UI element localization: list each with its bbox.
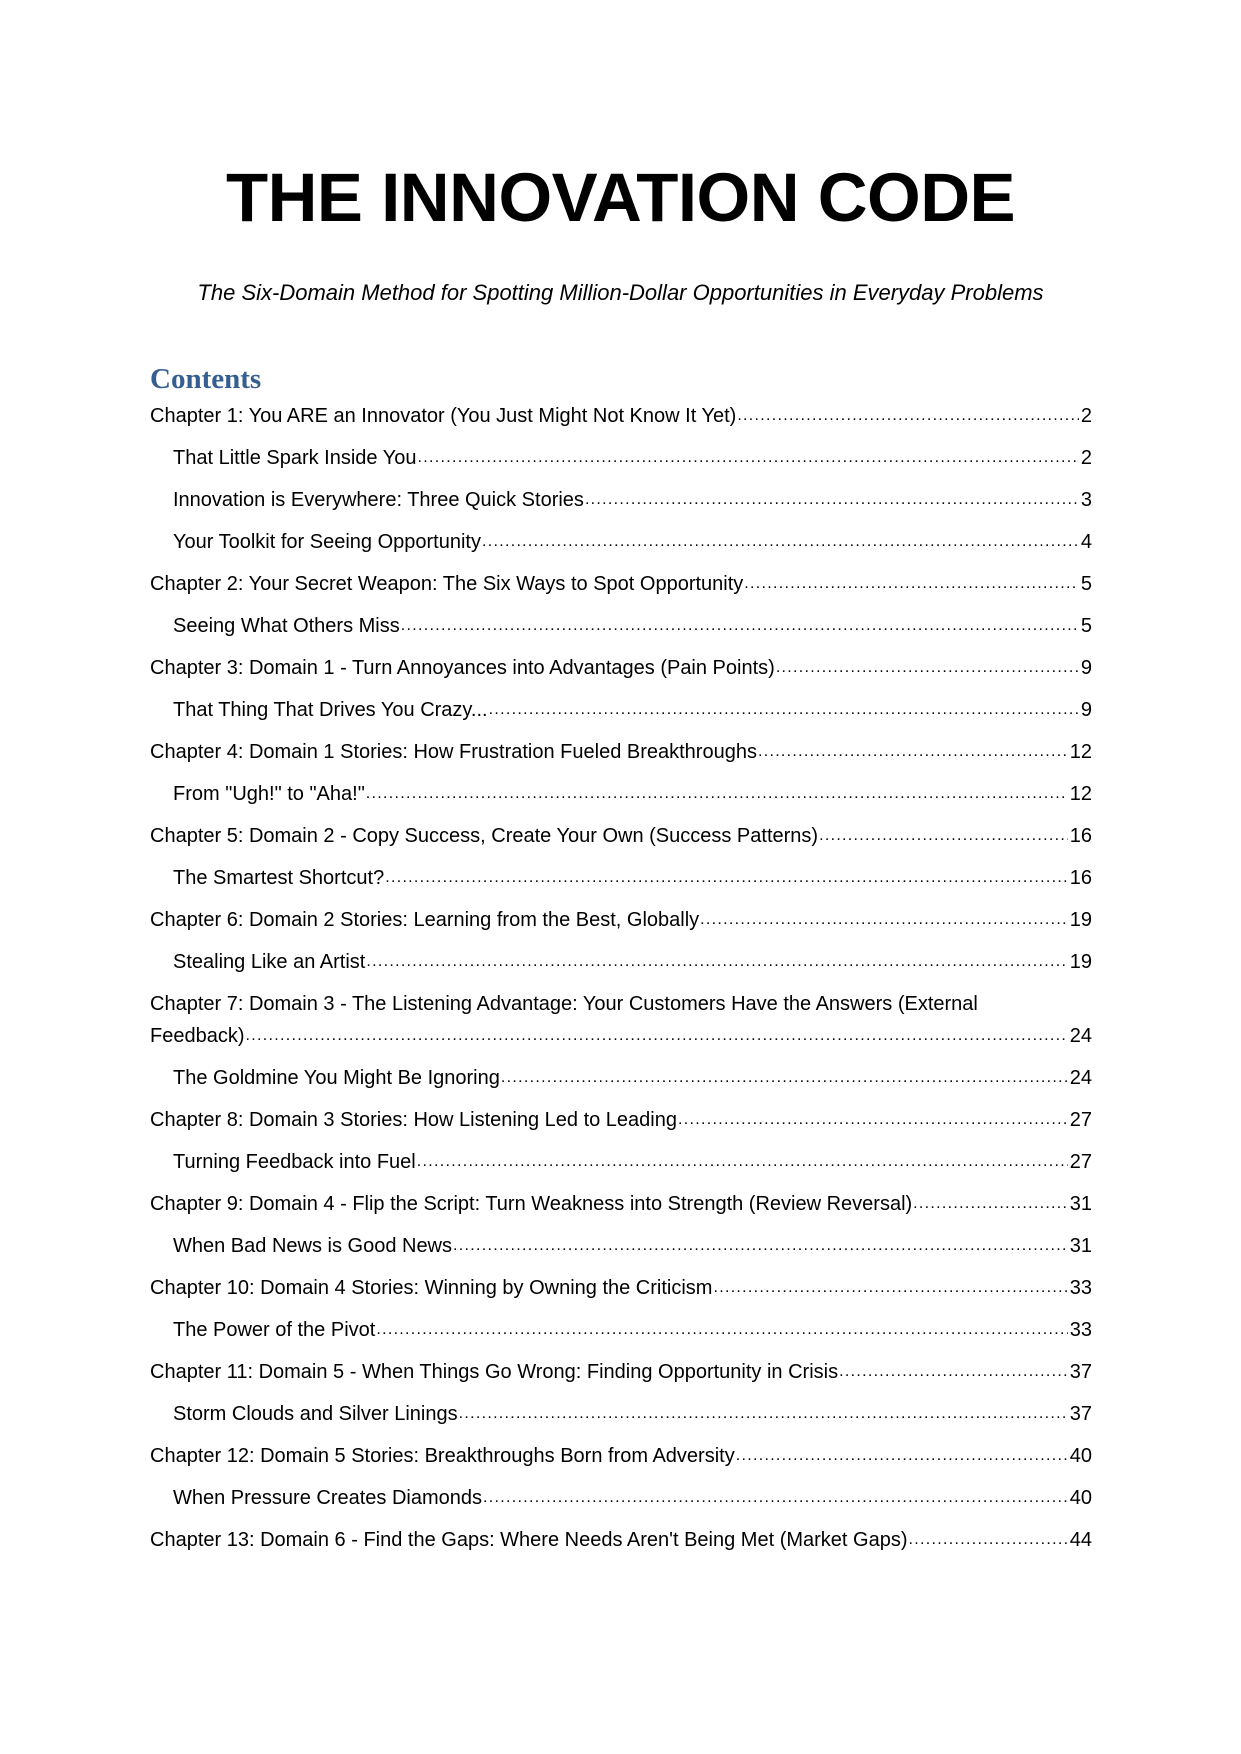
toc-dot-leader [758,736,1068,768]
toc-entry-page: 27 [1069,1151,1092,1173]
toc-entry-page: 24 [1069,1025,1092,1047]
toc-dot-leader [376,1314,1067,1346]
toc-entry-page: 16 [1069,867,1092,889]
toc-entry[interactable] [150,442,1092,474]
toc-entry-title: The Goldmine You Might Be Ignoring [173,1067,500,1089]
toc-entry[interactable] [150,1314,1092,1346]
toc-entry[interactable] [150,400,1092,432]
toc-entry[interactable] [150,1104,1092,1136]
toc-entry-title: Chapter 9: Domain 4 - Flip the Script: Turn Weakness into Strength (Review Reversal) [150,1193,913,1215]
toc-entry-page: 4 [1080,531,1092,553]
toc-entry-page: 5 [1080,573,1092,595]
toc-entry-page: 2 [1080,405,1092,427]
toc-entry[interactable] [150,1482,1092,1514]
toc-entry-title: Chapter 8: Domain 3 Stories: How Listening Led to Leading [150,1109,677,1131]
toc-entry-page: 16 [1069,825,1092,847]
toc-entry-title: Storm Clouds and Silver Linings [173,1403,458,1425]
toc-entry-title: Your Toolkit for Seeing Opportunity [173,531,481,553]
toc-entry-page: 12 [1069,783,1092,805]
toc-entry[interactable] [150,568,1092,600]
toc-entry-title-line-1: Chapter 7: Domain 3 - The Listening Advantage: Your Customers Have the Answers (External [150,993,978,1015]
toc-entry[interactable] [150,1272,1092,1304]
toc-entry-title: Chapter 2: Your Secret Weapon: The Six Ways to Spot Opportunity [150,573,744,595]
toc-dot-leader [418,442,1079,474]
toc-entry-page: 2 [1080,447,1092,469]
toc-entry-title: Seeing What Others Miss [173,615,400,637]
toc-dot-leader [417,1146,1068,1178]
toc-entry-page: 3 [1080,489,1092,511]
toc-entry[interactable] [150,526,1092,558]
toc-entry-title: Turning Feedback into Fuel [173,1151,416,1173]
toc-entry-page: 5 [1080,615,1092,637]
toc-dot-leader [737,400,1079,432]
toc-dot-leader [678,1104,1068,1136]
toc-entry[interactable] [150,1230,1092,1262]
toc-entry[interactable] [150,610,1092,642]
toc-entry-line-2 [150,1020,1092,1052]
toc-entry-title: Chapter 6: Domain 2 Stories: Learning from the Best, Globally [150,909,700,931]
toc-dot-leader [819,820,1068,852]
toc-dot-leader [482,526,1079,558]
toc-entry[interactable] [150,694,1092,726]
toc-entry-page: 24 [1069,1067,1092,1089]
toc-entry-page: 19 [1069,909,1092,931]
toc-entry-title: The Smartest Shortcut? [173,867,385,889]
toc-dot-leader [489,694,1079,726]
toc-entry-title: That Little Spark Inside You [173,447,417,469]
toc-entry[interactable] [150,1188,1092,1220]
toc-entry[interactable] [150,988,1092,1052]
toc-entry[interactable] [150,1398,1092,1430]
toc-dot-leader [401,610,1079,642]
toc-entry-title: Chapter 5: Domain 2 - Copy Success, Create Your Own (Success Patterns) [150,825,819,847]
toc-entry[interactable] [150,652,1092,684]
toc-entry-page: 31 [1069,1193,1092,1215]
toc-dot-leader [909,1524,1068,1556]
toc-dot-leader [736,1440,1068,1472]
toc-entry[interactable] [150,1146,1092,1178]
toc-entry[interactable] [150,736,1092,768]
toc-dot-leader [700,904,1068,936]
contents-heading: Contents [150,363,262,395]
toc-entry-title-line-2: Feedback) [150,1025,245,1047]
toc-entry-title: When Pressure Creates Diamonds [173,1487,483,1509]
toc-entry-title: Chapter 4: Domain 1 Stories: How Frustration Fueled Breakthroughs [150,741,757,763]
toc-entry[interactable] [150,484,1092,516]
toc-entry-page: 19 [1069,951,1092,973]
toc-entry[interactable] [150,904,1092,936]
toc-dot-leader [453,1230,1068,1262]
toc-entry-title: That Thing That Drives You Crazy... [173,699,488,721]
toc-entry-page: 33 [1069,1277,1092,1299]
toc-entry-page: 12 [1069,741,1092,763]
toc-entry-page: 9 [1080,699,1092,721]
toc-entry-title: From "Ugh!" to "Aha!" [173,783,365,805]
toc-entry-page: 40 [1069,1487,1092,1509]
toc-entry-page: 27 [1069,1109,1092,1131]
toc-entry-page: 44 [1069,1529,1092,1551]
toc-dot-leader [366,946,1067,978]
toc-dot-leader [366,778,1068,810]
table-of-contents [150,400,1092,1566]
toc-entry-title: Chapter 11: Domain 5 - When Things Go Wrong: Finding Opportunity in Crisis [150,1361,839,1383]
toc-dot-leader [585,484,1079,516]
toc-entry-page: 9 [1080,657,1092,679]
toc-dot-leader [246,1020,1068,1052]
toc-entry-title: Chapter 3: Domain 1 - Turn Annoyances into Advantages (Pain Points) [150,657,775,679]
toc-entry[interactable] [150,1062,1092,1094]
toc-entry[interactable] [150,1356,1092,1388]
toc-entry[interactable] [150,820,1092,852]
toc-entry-page: 40 [1069,1445,1092,1467]
toc-entry[interactable] [150,778,1092,810]
toc-entry-title: Chapter 10: Domain 4 Stories: Winning by Owning the Criticism [150,1277,713,1299]
toc-entry[interactable] [150,946,1092,978]
toc-dot-leader [483,1482,1068,1514]
toc-entry[interactable] [150,1524,1092,1556]
toc-entry-title: The Power of the Pivot [173,1319,376,1341]
document-title: THE INNOVATION CODE [225,159,1016,236]
toc-entry-page: 31 [1069,1235,1092,1257]
toc-entry-title: When Bad News is Good News [173,1235,453,1257]
toc-dot-leader [385,862,1068,894]
toc-dot-leader [839,1356,1068,1388]
toc-dot-leader [459,1398,1068,1430]
toc-entry-page: 33 [1069,1319,1092,1341]
toc-entry-title: Innovation is Everywhere: Three Quick Stories [173,489,584,511]
document-subtitle: The Six-Domain Method for Spotting Million-Dollar Opportunities in Everyday Problems [197,280,1044,305]
toc-entry-title: Stealing Like an Artist [173,951,366,973]
toc-dot-leader [501,1062,1068,1094]
toc-entry-title: Chapter 13: Domain 6 - Find the Gaps: Where Needs Aren't Being Met (Market Gaps) [150,1529,908,1551]
toc-dot-leader [776,652,1079,684]
toc-dot-leader [913,1188,1068,1220]
toc-entry-page: 37 [1069,1403,1092,1425]
toc-dot-leader [713,1272,1067,1304]
toc-dot-leader [744,568,1079,600]
toc-entry-title: Chapter 1: You ARE an Innovator (You Just Might Not Know It Yet) [150,405,737,427]
toc-entry[interactable] [150,1440,1092,1472]
toc-entry-page: 37 [1069,1361,1092,1383]
toc-entry-title: Chapter 12: Domain 5 Stories: Breakthroughs Born from Adversity [150,1445,735,1467]
toc-entry[interactable] [150,862,1092,894]
